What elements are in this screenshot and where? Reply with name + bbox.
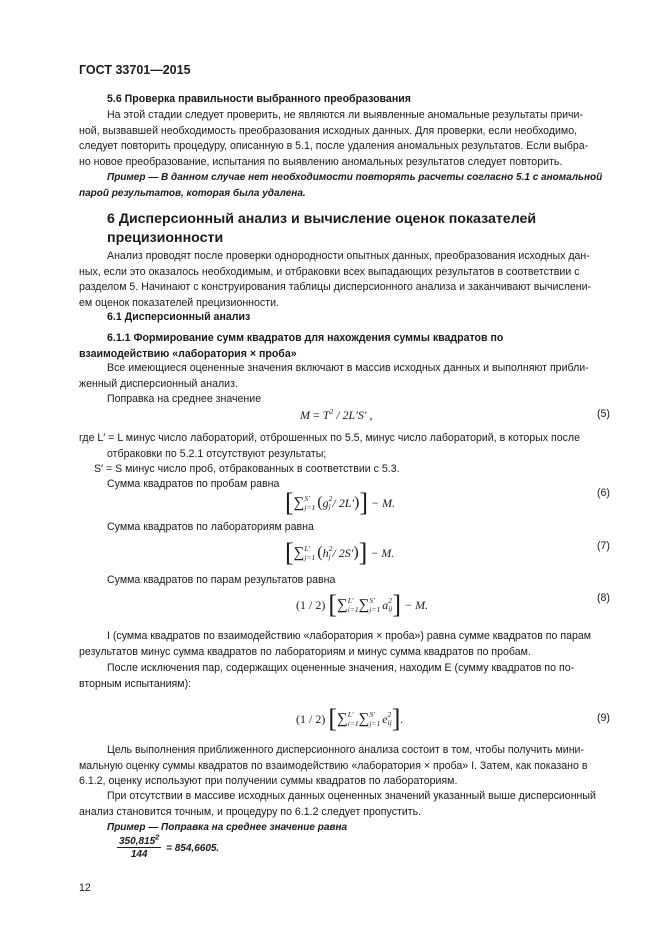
text-line: 6.1.2, оценку используют при получении суммы квадратов по лабораториям. xyxy=(79,775,458,787)
bracket-left: [ xyxy=(328,590,337,619)
eq-exponent: 2 xyxy=(155,832,160,842)
sigma-icon: ∑ xyxy=(337,596,348,613)
paragraph-mean-correction: Поправка на среднее значение xyxy=(107,393,262,405)
eq-exponent: 2 xyxy=(329,407,334,416)
eq-index: ij xyxy=(387,718,392,727)
sum-lower: j=1 xyxy=(304,553,316,562)
text-line: При отсутствии в массиве исходных данных оцененных значений указанный выше дисперсионный xyxy=(107,790,596,802)
eq-operator: = xyxy=(313,408,320,422)
sum-upper: L′ xyxy=(304,544,311,553)
sum-limits xyxy=(348,710,359,728)
text-line: парой результатов, которая была удалена. xyxy=(79,187,306,199)
fraction-denominator: 144 xyxy=(117,847,161,860)
text-line: анализ становится точным, и процедуру по 6.1.2 следует пропустить. xyxy=(79,805,422,818)
eq-symbol: M xyxy=(300,408,310,422)
equation-5 xyxy=(300,408,372,423)
text-line: Все имеющиеся оцененные значения включают в массив исходных данных и выполняют прибли- xyxy=(107,362,589,374)
sum-limits xyxy=(348,596,359,614)
sum-limits xyxy=(304,494,315,512)
paragraph-approx-anova xyxy=(79,361,615,392)
bracket-right: ] xyxy=(391,704,401,733)
paragraph-repeat-tests xyxy=(79,661,615,692)
paragraph-goal xyxy=(79,743,615,790)
text-line: разделом 5. Начинают с конструирования таблицы дисперсионного анализа и заканчивают вычислени- xyxy=(79,281,592,293)
eq-term: / 2S′ xyxy=(332,545,354,560)
eq-term: (1 / 2) xyxy=(296,711,326,726)
equation-7 xyxy=(285,538,394,568)
text-line: Пример — В данном случае нет необходимости повторять расчеты согласно 5.1 с аномальной xyxy=(107,172,603,183)
equation-number: (6) xyxy=(597,487,610,499)
equation-number: (9) xyxy=(597,712,610,724)
eq-exponent: 2 xyxy=(388,596,392,605)
sigma-icon: ∑ xyxy=(337,710,348,727)
sigma-icon: ∑ xyxy=(358,596,370,613)
sigma-icon: ∑ xyxy=(358,710,370,727)
text-line: ной, вызвавшей необходимость преобразования исходных данных. Для проверки, если необходимо, xyxy=(79,124,578,137)
eq-term: − M. xyxy=(404,597,429,612)
text-line: После исключения пар, содержащих оцененные значения, находим E (сумму квадратов по по- xyxy=(107,662,575,674)
sigma-icon: ∑ xyxy=(293,544,305,561)
eq-exponent: 2 xyxy=(387,710,392,719)
bracket-right: ] xyxy=(359,488,368,517)
eq-symbol: T xyxy=(322,408,330,422)
section-6-1-title: 6.1 Дисперсионный анализ xyxy=(107,311,251,323)
paren-right: ) xyxy=(353,544,359,561)
text-line: женный дисперсионный анализ. xyxy=(79,377,238,390)
example-title: Пример — Поправка на среднее значение равна xyxy=(107,822,348,833)
text-line: результатов минус сумма квадратов по лабораториям и минус сумма квадратов по пробам. xyxy=(79,645,531,658)
paren-left: ( xyxy=(317,494,323,511)
text-line: мальную оценку суммы квадратов по взаимодействию «лаборатория × проба» I. Затем, как показано в xyxy=(79,759,588,772)
sum-upper: S′ xyxy=(369,710,375,719)
document-code: ГОСТ 33701—2015 xyxy=(79,63,191,77)
text-line: I (сумма квадратов по взаимодействию «лаборатория × проба») равна сумме квадратов по парам xyxy=(107,630,592,642)
text-line: вторным испытаниям): xyxy=(79,677,192,690)
bracket-right: ] xyxy=(392,590,402,619)
sum-upper: S′ xyxy=(369,596,375,605)
sum-lower: i=1 xyxy=(347,719,359,728)
text-line: следует повторить процедуру, описанную в 5.1, после удаления аномальных результатов. Если выбра- xyxy=(79,140,589,152)
sum-upper: L′ xyxy=(347,710,354,719)
text-line: 6.1.1 Формирование сумм квадратов для нахождения суммы квадратов по xyxy=(107,332,504,344)
sum-lower: j=1 xyxy=(304,503,316,512)
equation-6 xyxy=(285,488,395,518)
example-formula xyxy=(117,832,220,860)
text-line: где L′ = L минус число лабораторий, отброшенных по 5.5, минус число лабораторий, в которых после xyxy=(79,432,580,444)
sum-lower: j=1 xyxy=(369,605,381,614)
equation-8 xyxy=(296,590,428,620)
text-line: Цель выполнения приближенного дисперсионного анализа состоит в том, чтобы получить мини- xyxy=(107,744,585,756)
fraction-numerator xyxy=(117,832,161,847)
equation-number: (5) xyxy=(597,408,610,420)
eq-term: − M. xyxy=(370,545,395,560)
eq-symbol: h xyxy=(322,545,329,560)
text-line: Анализ проводят после проверки однородности опытных данных, преобразования исходных дан- xyxy=(107,250,590,262)
text-line: ных, если это оказалось необходимым, и отбраковки всех выпадающих результатов в соответствии с xyxy=(79,265,580,278)
paragraph-sum-by-samples: Сумма квадратов по пробам равна xyxy=(107,478,280,490)
sum-lower: i=1 xyxy=(347,605,359,614)
paragraph-absence xyxy=(79,789,615,820)
eq-exponent: 2 xyxy=(328,544,333,553)
eq-term: − M. xyxy=(371,495,396,510)
paren-right: ) xyxy=(354,494,360,511)
sum-limits xyxy=(369,596,380,614)
sum-limits xyxy=(304,544,315,562)
sum-upper: S′ xyxy=(304,494,310,503)
bracket-left: [ xyxy=(285,488,294,517)
eq-index: ij xyxy=(388,604,393,613)
section-5-6-paragraph xyxy=(79,108,615,170)
numerator-value: 350,815 xyxy=(119,836,156,847)
section-5-6-example xyxy=(79,170,615,201)
eq-term: / 2L′ xyxy=(332,495,354,510)
equation-9 xyxy=(296,704,403,734)
eq-exponent: 2 xyxy=(328,494,333,503)
paren-left: ( xyxy=(317,544,323,561)
eq-index: j xyxy=(328,552,331,561)
text-line: прецизионности xyxy=(107,230,224,246)
text-line: ем оценок показателей прецизионности. xyxy=(79,296,279,309)
sum-limits xyxy=(369,710,380,728)
text-line: На этой стадии следует проверить, не являются ли выявленные аномальные результаты причи- xyxy=(107,109,583,121)
equation-number: (8) xyxy=(597,592,610,604)
bracket-right: ] xyxy=(358,538,368,567)
section-6-paragraph xyxy=(79,249,615,311)
example-result: = 854,6605. xyxy=(166,842,220,854)
bracket-left: [ xyxy=(285,538,294,567)
paragraph-sum-by-pairs: Сумма квадратов по парам результатов равна xyxy=(107,574,336,586)
eq-term: / 2L′S′ , xyxy=(333,408,373,422)
text-line: взаимодействию «лаборатория × проба» xyxy=(79,347,297,360)
eq-symbol: g xyxy=(322,495,329,510)
text-line: отбраковки по 5.2.1 отсутствуют результаты; xyxy=(107,447,327,460)
eq-symbol: a xyxy=(382,597,389,612)
eq-term: . xyxy=(400,711,404,726)
eq-index: j xyxy=(328,502,331,511)
page-number: 12 xyxy=(79,882,91,894)
text-line: 6 Дисперсионный анализ и вычисление оценок показателей xyxy=(107,211,537,227)
equation-number: (7) xyxy=(597,540,610,552)
fraction xyxy=(117,832,161,860)
eq-symbol: e xyxy=(382,711,388,726)
sum-lower: j=1 xyxy=(369,719,381,728)
section-6-1-1-title xyxy=(79,331,615,362)
paragraph-sum-by-labs: Сумма квадратов по лабораториям равна xyxy=(107,521,314,533)
section-6-title xyxy=(107,210,617,248)
paragraph-interaction xyxy=(79,629,615,660)
section-5-6-title: 5.6 Проверка правильности выбранного преобразования xyxy=(107,93,411,105)
text-line: S′ = S минус число проб, отбракованных в соответствии с 5.3. xyxy=(94,463,400,475)
bracket-left: [ xyxy=(328,704,337,733)
text-line: но новое преобразование, испытания по выявлению аномальных результатов следует повторить. xyxy=(79,155,563,168)
sum-upper: L′ xyxy=(347,596,354,605)
sigma-icon: ∑ xyxy=(293,494,305,511)
definitions xyxy=(79,431,619,478)
eq-term: (1 / 2) xyxy=(296,597,326,612)
